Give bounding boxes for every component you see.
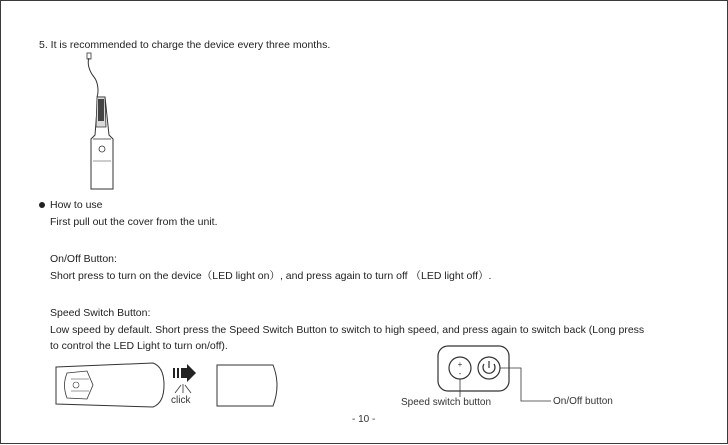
svg-text:+: + [457, 360, 463, 369]
how-to-use-heading: How to use [50, 199, 103, 211]
on-off-label: On/Off button [553, 396, 613, 407]
on-off-title: On/Off Button: [50, 253, 117, 265]
svg-text:-: - [458, 369, 462, 378]
speed-switch-text-line2: to control the LED Light to turn on/off). [50, 340, 228, 352]
button-panel-illustration [1, 1, 728, 445]
speed-switch-label: Speed switch button [401, 397, 492, 408]
speed-switch-title: Speed Switch Button: [50, 307, 151, 319]
click-label: click [171, 395, 191, 406]
speed-switch-text-line1: Low speed by default. Short press the Speed Switch Button to switch to high speed, and press again to switch back (Long press [50, 324, 645, 336]
on-off-text: Short press to turn on the device（LED light on）, and press again to turn off （LED light off）. [50, 270, 492, 282]
page-number: - 10 - [352, 414, 376, 425]
charge-note: 5. It is recommended to charge the device every three months. [39, 39, 331, 51]
how-to-use-intro: First pull out the cover from the unit. [50, 216, 218, 228]
